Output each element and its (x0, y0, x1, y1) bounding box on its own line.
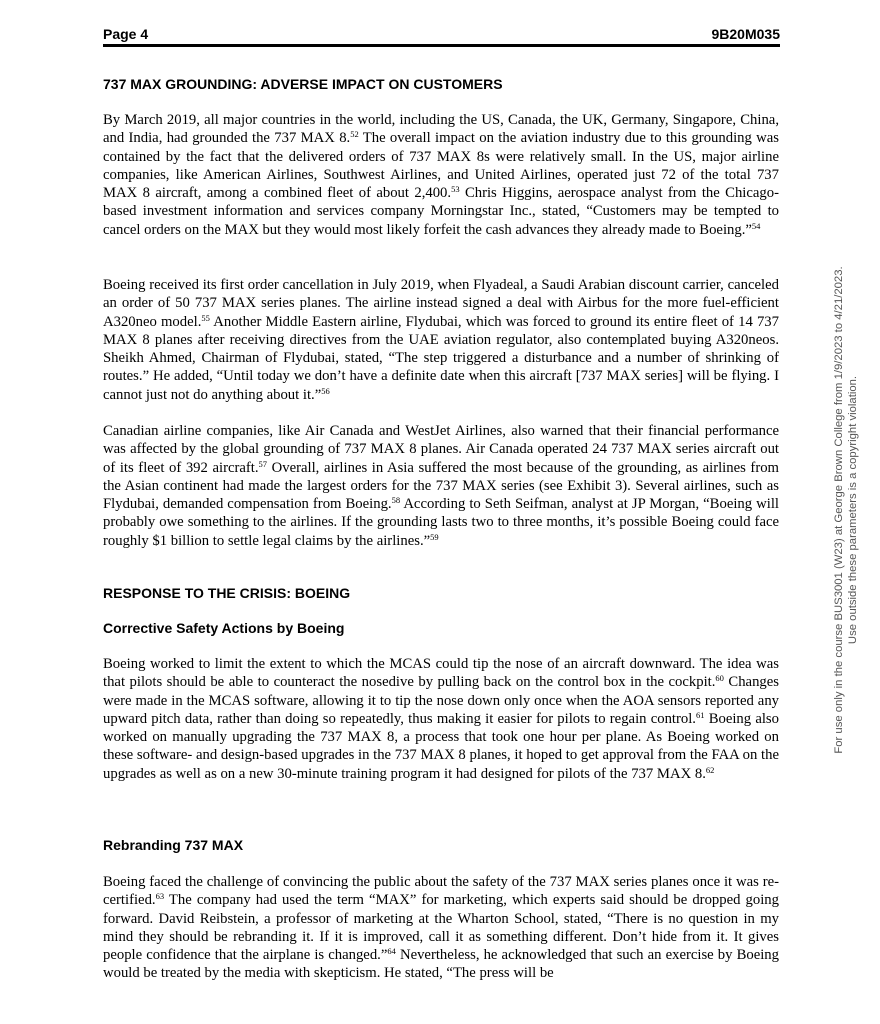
footnote-ref: 56 (321, 385, 330, 396)
copyright-watermark (832, 230, 872, 790)
section-heading-grounding: 737 MAX GROUNDING: ADVERSE IMPACT ON CUSTOMERS (103, 76, 503, 92)
footnote-ref: 55 (201, 312, 210, 323)
footnote-ref: 60 (715, 673, 724, 684)
watermark-line-2: Use outside these parameters is a copyright violation. (847, 375, 859, 645)
footnote-ref: 58 (391, 495, 401, 506)
section-heading-response: RESPONSE TO THE CRISIS: BOEING (103, 585, 351, 601)
footnote-ref: 59 (430, 531, 439, 542)
paragraph-grounding-impact: By March 2019, all major countries in the world, including the US, Canada, the UK, Germany, Singapore, China, and India, had grounded the 737 MAX 8.52 The overall impact on the aviation industry due to this grounding was contained by the fact that the delivered orders of 737 MAX 8s were relatively small. In the US, major airline companies, like American Airlines, Southwest Airlines, and United Airlines, operated just 72 of the total 737 MAX 8 aircraft, among a combined fleet of about 2,400.53 Chris Higgins, aerospace analyst from the Chicago-based investment information and services company Morningstar Inc., stated, “Customers may be tempted to cancel orders on the MAX but they would most likely forfeit the cash advances they already made to Boeing.”$^{54}$ (103, 112, 779, 238)
paragraph-corrective-actions: Boeing worked to limit the extent to which the MCAS could tip the nose of an aircraft downward. The idea was that pilots should be able to counteract the nosedive by pulling back on the control box in the cockpit.$^{60}$ Changes were made in the MCAS software, allowing it to tip the nose down only once when the AOA sensors reported any upward pitch data, rather than doing so repeatedly, thus making it easier for pilots to regain control.$^{61}$ Boeing also worked on manually upgrading the 737 MAX 8, a process that took one hour per plane. As Boeing worked on these software- and design-based upgrades in the 737 MAX 8 planes, it hoped to get approval from the FAA on the upgrades as well as on a new 30-minute training program it had designed for pilots of the 737 MAX 8.62 (103, 656, 780, 782)
footnote-ref: 57 (258, 458, 268, 469)
paragraph-rebranding: Boeing faced the challenge of convincing the public about the safety of the 737 MAX series planes once it was re-certified.$^{63}$ The company had used the term “MAX” for marketing, which experts said should be dropped going forward. David Reibstein, a professor of marketing at the Wharton School, stated, “There is no question in my mind they should be rebranding it. If it is improved, call it as something different. Don’t hide from it. It gives people confidence that the airplane is changed.”$^{64}$ Nevertheless, he acknowledged that such an exercise by Boeing would be treated by the media with skepticism. He stated, “The press will be (103, 874, 779, 982)
subsection-heading-rebranding: Rebranding 737 MAX (103, 837, 244, 853)
page-number: Page 4 (103, 26, 149, 42)
watermark-line-1: For use only in the course BUS3001 (W23) at George Brown College from 1/9/2023 to 4/21/2023. (833, 266, 845, 754)
footnote-ref: 52 (350, 129, 359, 140)
case-id: 9B20M035 (711, 26, 780, 42)
paragraph-canadian-airlines: Canadian airline companies, like Air Canada and WestJet Airlines, also warned that their financial performance was affected by the global grounding of 737 MAX 8 planes. Air Canada operated 24 737 MAX series aircraft out of its fleet of 392 aircraft.$^{57}$ Overall, airlines in Asia suffered the most because of the grounding, as airlines from the Asian continent had made the largest orders for the 737 MAX series (see Exhibit 3). Several airlines, such as Flydubai, demanded compensation from Boeing.$^{58}$ According to Seth Seifman, analyst at JP Morgan, “Boeing will probably owe something to the airlines. If the grounding lasts two to three months, it’s possible Boeing could face roughly $1 billion to settle legal claims by the airlines.”$^{59}$ (103, 423, 779, 549)
footnote-ref: 62 (705, 764, 715, 775)
footnote-ref: 53 (451, 184, 460, 195)
footnote-ref: 64 (387, 946, 396, 957)
footnote-ref: 63 (155, 891, 165, 902)
subsection-heading-safety: Corrective Safety Actions by Boeing (103, 620, 345, 636)
footnote-ref: 61 (695, 709, 705, 720)
footnote-ref: 54 (751, 220, 761, 231)
paragraph-order-cancellation: Boeing received its first order cancellation in July 2019, when Flyadeal, a Saudi Arabian discount carrier, canceled an order of 50 737 MAX series planes. The airline instead signed a deal with Airbus for the more fuel-efficient A320neo model.$^{55}$ Another Middle Eastern airline, Flydubai, which was forced to ground its entire fleet of 14 737 MAX 8 planes after receiving directives from the UAE aviation regulator, also contemplated buying A320neos. Sheikh Ahmed, Chairman of Flydubai, stated, “The step triggered a disturbance and a number of shrinking of routes.” He added, “Until today we don’t have a definite date when this aircraft [737 MAX series] will be flying. I cannot just not do anything about it.”$^{56}$ (103, 277, 779, 403)
page-header (103, 24, 780, 47)
